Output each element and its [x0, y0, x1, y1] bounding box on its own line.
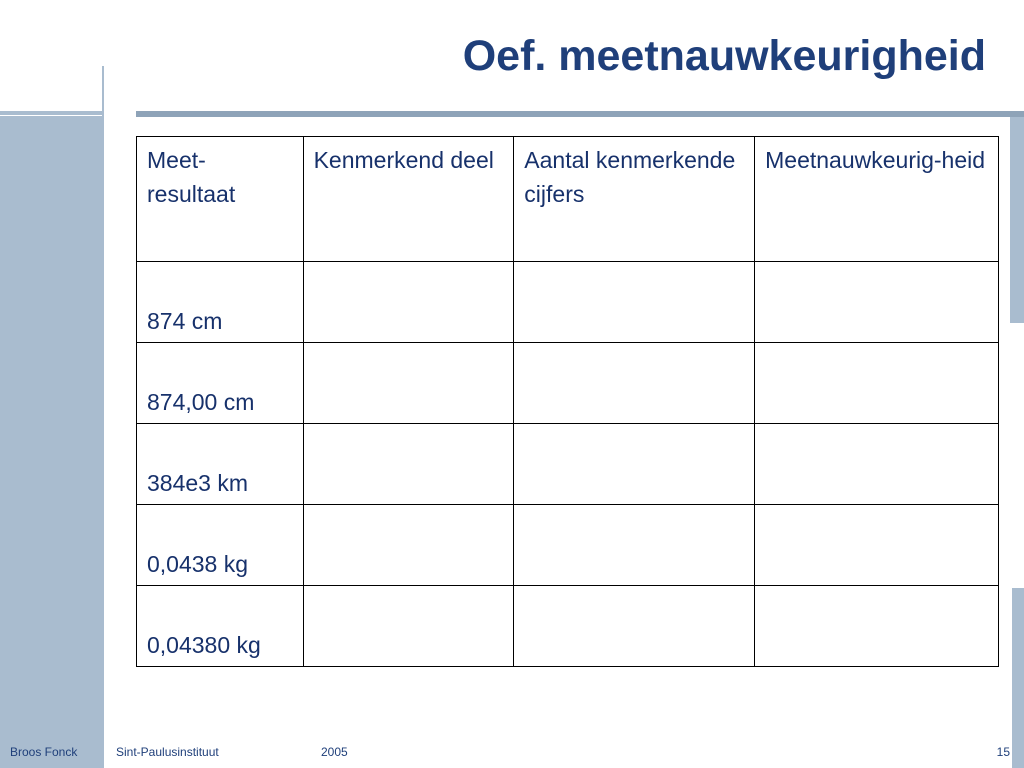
accuracy-cell — [755, 586, 999, 667]
table-row — [137, 424, 999, 505]
header-cell-meetnauwkeurigheid: Meetnauwkeurig-heid — [755, 137, 999, 262]
accuracy-cell — [755, 424, 999, 505]
significant-digits-cell — [514, 343, 755, 424]
slide-title: Oef. meetnauwkeurigheid — [462, 32, 986, 80]
table-row — [137, 343, 999, 424]
right-decorative-band-upper — [1010, 117, 1024, 323]
header-cell-kenmerkend-deel: Kenmerkend deel — [303, 137, 514, 262]
right-decorative-band-lower — [1012, 588, 1024, 768]
table-row — [137, 505, 999, 586]
characteristic-part-cell — [303, 262, 514, 343]
table-row — [137, 586, 999, 667]
significant-digits-cell — [514, 586, 755, 667]
page-number: 15 — [996, 745, 1010, 759]
measurement-cell: 0,04380 kg — [137, 586, 304, 667]
accuracy-cell — [755, 343, 999, 424]
header-divider-line — [136, 111, 1024, 117]
measurement-table — [136, 136, 999, 667]
left-decorative-band — [0, 116, 102, 768]
left-band-edge-line — [102, 66, 104, 768]
table-header-row — [137, 137, 999, 262]
accuracy-cell — [755, 262, 999, 343]
footer-year: 2005 — [321, 745, 348, 759]
characteristic-part-cell — [303, 586, 514, 667]
accuracy-cell — [755, 505, 999, 586]
left-top-decorative-line — [0, 111, 102, 115]
footer-school: Sint-Paulusinstituut — [116, 745, 219, 759]
measurement-cell: 384e3 km — [137, 424, 304, 505]
characteristic-part-cell — [303, 505, 514, 586]
measurement-cell: 0,0438 kg — [137, 505, 304, 586]
significant-digits-cell — [514, 505, 755, 586]
measurement-cell: 874,00 cm — [137, 343, 304, 424]
measurement-cell: 874 cm — [137, 262, 304, 343]
header-cell-meetresultaat: Meet-resultaat — [137, 137, 304, 262]
significant-digits-cell — [514, 424, 755, 505]
significant-digits-cell — [514, 262, 755, 343]
header-cell-aantal-kenmerkende-cijfers: Aantal kenmerkende cijfers — [514, 137, 755, 262]
footer-author: Broos Fonck — [10, 745, 78, 759]
characteristic-part-cell — [303, 343, 514, 424]
table-row — [137, 262, 999, 343]
characteristic-part-cell — [303, 424, 514, 505]
